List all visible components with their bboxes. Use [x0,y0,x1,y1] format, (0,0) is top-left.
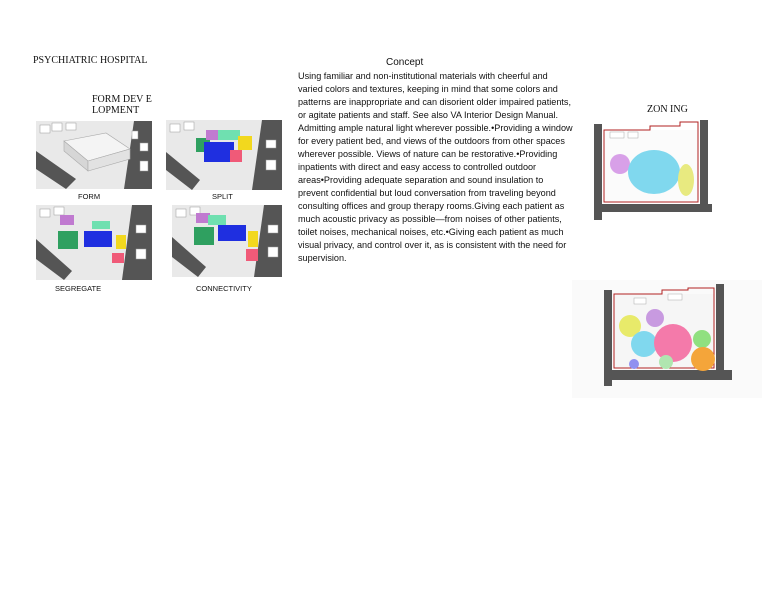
caption-segregate: SEGREGATE [55,284,102,293]
zoning-diagram-bottom [572,280,762,398]
split-diagram [166,120,282,190]
zoning-diagram-top [590,116,720,222]
caption-form: FORM [78,192,101,201]
caption-split: SPLIT [212,192,233,201]
zoning-heading: ZON ING [647,104,688,115]
concept-text: Using familiar and non-institutional materials with cheerful and varied colors and textures, keeping in mind that some colors and patterns are inappropriate and can disorient older impaired patients, or agitate patients and staff. See also VA Interior Design Manual. Admitting ample natural light wherever possible.•Providing a window for every patient bed, and views of the outdoors from other spaces wherever possible. Views of nature can be restorative.•Providing inpatients with direct and easy access to controlled outdoor areas•Providing adequate separation and sound insulation to prevent confidential but loud conversation from traveling beyond consulting offices and group therapy rooms.Giving each patient as much acoustic privacy as possible—from noises of other patients, toilet noises, mechanical noises, etc.•Giving each patient as much visual privacy, and control over it, as is consistent with the need for supervision. [298,71,573,263]
form-development-heading: FORM DEV E LOPMENT [92,94,152,116]
page-title: PSYCHIATRIC HOSPITAL [33,55,148,66]
connectivity-diagram [172,205,282,277]
segregate-diagram [36,205,152,280]
caption-connectivity: CONNECTIVITY [196,284,252,293]
concept-heading: Concept [386,57,424,68]
form-diagram [36,121,152,189]
